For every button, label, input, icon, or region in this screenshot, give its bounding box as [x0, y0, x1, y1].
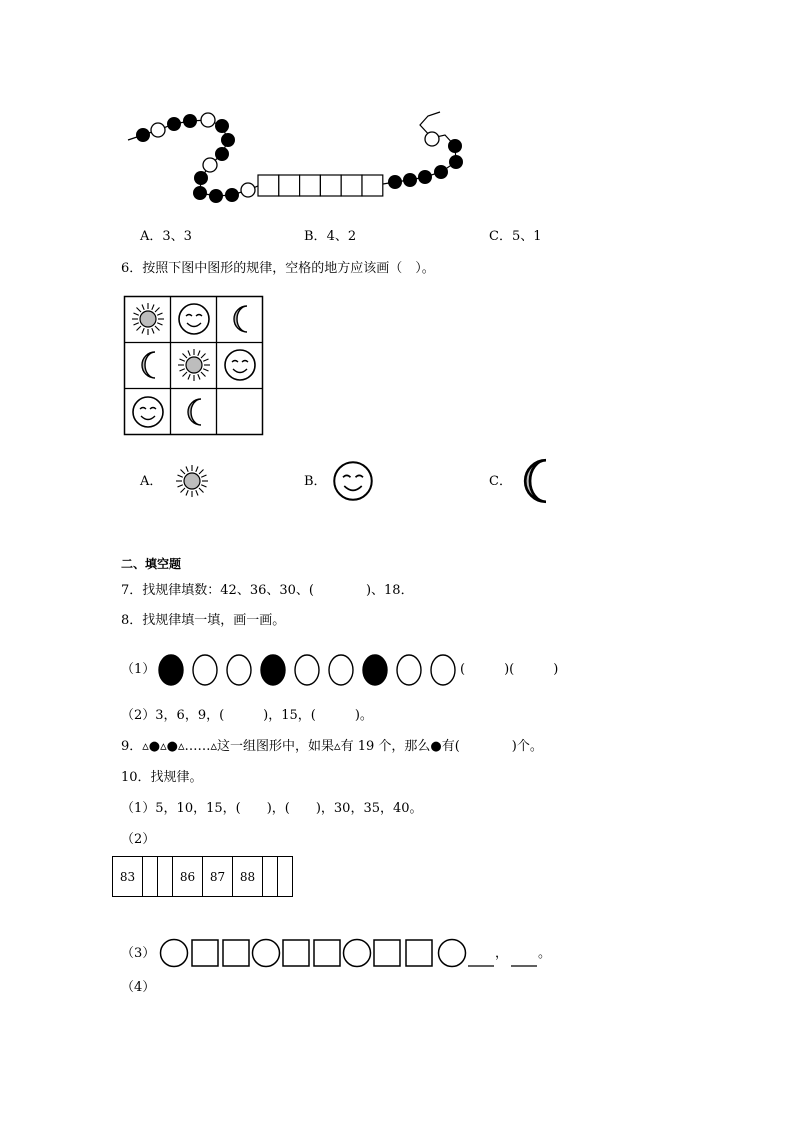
circle-shape — [439, 940, 466, 967]
bead-black — [136, 128, 150, 142]
bead-black — [193, 186, 207, 200]
option-letter: C． — [489, 229, 512, 244]
square-shape — [283, 940, 309, 966]
circle-shape — [253, 940, 280, 967]
q10-part2-label: （2） — [121, 832, 156, 847]
option-letter: C． — [489, 474, 512, 489]
bead-string-figure — [0, 0, 794, 220]
q8-part1-blanks[interactable]: ( )( ) — [460, 662, 559, 677]
bead-black — [194, 171, 208, 185]
q10-part3-end: 。 — [538, 946, 552, 961]
q6-option-b-figure — [331, 459, 375, 503]
bead-black — [448, 139, 462, 153]
square-shape — [406, 940, 432, 966]
circle-shape — [344, 940, 371, 967]
option-letter: B． — [304, 229, 327, 244]
q5-option-a[interactable] — [140, 229, 192, 245]
q10-part4-label: （4） — [121, 980, 156, 995]
smiley-icon — [179, 304, 209, 334]
option-text: 3、3 — [162, 229, 192, 244]
blank-cell[interactable] — [158, 857, 173, 897]
table-row — [113, 857, 293, 897]
q10-part3-label: （3） — [121, 946, 156, 961]
bead-white — [425, 132, 439, 146]
bead-white — [151, 123, 165, 137]
blank-cell[interactable] — [263, 857, 278, 897]
number-cell: 86 — [173, 857, 203, 897]
option-text: 5、1 — [511, 229, 542, 244]
hidden-bead-boxes — [258, 175, 383, 196]
option-letter: A． — [140, 229, 163, 244]
oval-white — [227, 655, 251, 685]
option-text: 4、2 — [326, 229, 357, 244]
q8-part2-text: （2）3，6，9，( )，15，( )。 — [121, 708, 373, 723]
number-cell: 87 — [203, 857, 233, 897]
bead-white — [241, 183, 255, 197]
q6-option-b[interactable] — [304, 474, 327, 490]
bead-black — [215, 119, 229, 133]
circle-shape — [161, 940, 188, 967]
bead-black — [183, 114, 197, 128]
bead-white — [201, 113, 215, 127]
q8-part1-label: （1） — [121, 662, 156, 677]
q6-option-c-figure — [516, 456, 556, 506]
blank-cell[interactable] — [278, 857, 293, 897]
bead-black — [418, 170, 432, 184]
oval-white — [397, 655, 421, 685]
bead-black — [403, 173, 417, 187]
q5-option-b[interactable] — [304, 229, 356, 245]
square-shape — [223, 940, 249, 966]
moon-icon — [525, 460, 546, 502]
q6-option-a-figure — [172, 461, 212, 501]
q10-part3-comma: ， — [495, 946, 509, 961]
number-cell: 88 — [233, 857, 263, 897]
q6-option-a[interactable] — [140, 474, 162, 490]
sun-icon — [176, 465, 208, 497]
q7-text: 7．找规律填数：42、36、30、( )、18． — [121, 583, 414, 598]
section-title: 二、填空题 — [121, 557, 182, 571]
bead-black — [221, 133, 235, 147]
blank-cell[interactable] — [143, 857, 158, 897]
bead-black — [434, 165, 448, 179]
square-shape — [314, 940, 340, 966]
q6-option-c[interactable] — [489, 474, 512, 490]
smiley-icon — [133, 397, 163, 427]
oval-white — [329, 655, 353, 685]
q10-part1-text: （1）5，10，15，( )，( )，30，35，40。 — [121, 801, 423, 816]
q5-option-c[interactable] — [489, 229, 542, 245]
q9-text: 9．▵●▵●▵……▵这一组图形中，如果▵有 19 个，那么●有( )个。 — [121, 739, 543, 754]
sun-icon — [178, 349, 210, 381]
bead-black — [167, 117, 181, 131]
oval-black — [363, 655, 387, 685]
square-shape — [374, 940, 400, 966]
sun-icon — [132, 303, 164, 335]
number-cell: 83 — [113, 857, 143, 897]
bead-black — [209, 189, 223, 203]
oval-black — [159, 655, 183, 685]
oval-black — [261, 655, 285, 685]
bead-black — [388, 175, 402, 189]
q8-oval-pattern — [150, 651, 460, 691]
square-shape — [192, 940, 218, 966]
oval-white — [193, 655, 217, 685]
oval-white — [431, 655, 455, 685]
option-letter: B． — [304, 474, 327, 489]
q6-question: 6．按照下图中图形的规律，空格的地方应该画（ ）。 — [121, 261, 435, 276]
bead-black — [449, 155, 463, 169]
smiley-icon — [225, 350, 255, 380]
q8-title: 8．找规律填一填，画一画。 — [121, 613, 286, 628]
q6-pattern-grid — [124, 296, 264, 436]
bead-white — [203, 158, 217, 172]
option-letter: A． — [140, 474, 163, 489]
bead-black — [215, 147, 229, 161]
q10-title: 10．找规律。 — [121, 770, 203, 785]
bead-black — [225, 188, 239, 202]
oval-white — [295, 655, 319, 685]
number-row-table — [112, 856, 293, 897]
smiley-icon — [334, 462, 372, 500]
